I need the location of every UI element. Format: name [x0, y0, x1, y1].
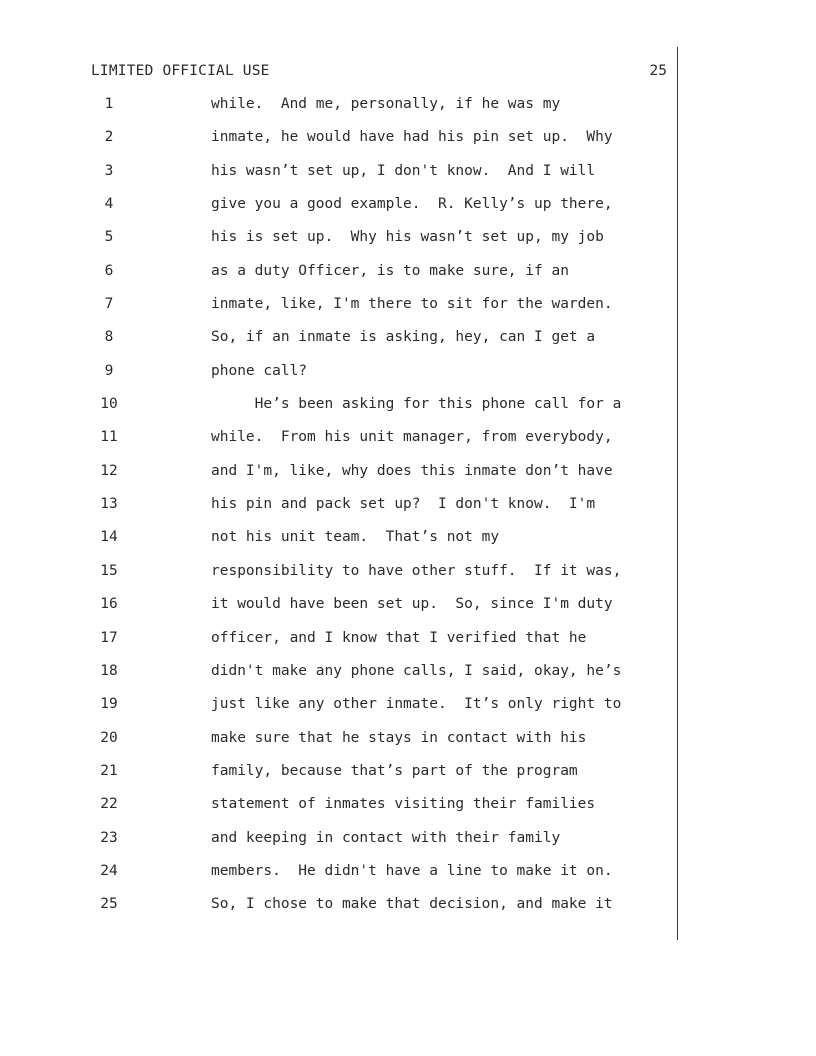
transcript-line	[0, 592, 700, 625]
transcript-line	[0, 559, 700, 592]
line-text: officer, and I know that I verified that he	[211, 629, 587, 646]
line-text: family, because that’s part of the program	[211, 762, 578, 779]
transcript-line	[0, 626, 700, 659]
line-number: 20	[100, 729, 118, 746]
line-text: So, I chose to make that decision, and make it	[211, 896, 613, 913]
line-number: 9	[104, 362, 114, 379]
transcript-line	[0, 125, 700, 158]
transcript-body	[0, 92, 700, 926]
line-number: 4	[104, 196, 114, 213]
transcript-line	[0, 792, 700, 825]
line-number: 2	[104, 129, 114, 146]
line-number: 5	[104, 229, 114, 246]
transcript-line	[0, 92, 700, 125]
transcript-line	[0, 692, 700, 725]
page-header	[91, 61, 667, 81]
line-text: as a duty Officer, is to make sure, if an	[211, 262, 569, 279]
transcript-line	[0, 259, 700, 292]
line-number: 24	[100, 862, 118, 879]
page-number: 25	[649, 63, 667, 79]
line-number: 6	[104, 262, 114, 279]
line-text: give you a good example. R. Kelly’s up there,	[211, 196, 613, 213]
line-text: his pin and pack set up? I don't know. I'm	[211, 496, 596, 513]
line-text: phone call?	[211, 362, 308, 379]
transcript-line	[0, 359, 700, 392]
line-text: statement of inmates visiting their families	[211, 796, 596, 813]
transcript-line	[0, 159, 700, 192]
transcript-line	[0, 659, 700, 692]
transcript-line	[0, 892, 700, 925]
line-text: inmate, he would have had his pin set up. Why	[211, 129, 613, 146]
line-number: 8	[104, 329, 114, 346]
transcript-line	[0, 425, 700, 458]
line-text: inmate, like, I'm there to sit for the warden.	[211, 296, 613, 313]
line-text: He’s been asking for this phone call for a	[211, 396, 622, 413]
transcript-line	[0, 225, 700, 258]
transcript-line	[0, 292, 700, 325]
line-text: members. He didn't have a line to make it on.	[211, 862, 613, 879]
transcript-line	[0, 492, 700, 525]
line-number: 7	[104, 296, 114, 313]
line-number: 23	[100, 829, 118, 846]
line-text: just like any other inmate. It’s only right to	[211, 696, 622, 713]
line-number: 1	[104, 96, 114, 112]
line-text: So, if an inmate is asking, hey, can I get a	[211, 329, 596, 346]
line-number: 18	[100, 662, 118, 679]
transcript-line	[0, 859, 700, 892]
transcript-line	[0, 759, 700, 792]
transcript-line	[0, 826, 700, 859]
line-text: responsibility to have other stuff. If it was,	[211, 562, 622, 579]
line-text: it would have been set up. So, since I'm duty	[211, 596, 613, 613]
line-number: 17	[100, 629, 118, 646]
line-text: and I'm, like, why does this inmate don’t have	[211, 462, 613, 479]
line-text: and keeping in contact with their family	[211, 829, 561, 846]
line-text: his wasn’t set up, I don't know. And I will	[211, 162, 596, 179]
line-number: 11	[100, 429, 118, 446]
line-text: make sure that he stays in contact with his	[211, 729, 587, 746]
line-number: 21	[100, 762, 118, 779]
line-number: 10	[100, 396, 118, 413]
line-number: 14	[100, 529, 118, 546]
line-text: his is set up. Why his wasn’t set up, my job	[211, 229, 604, 246]
transcript-line	[0, 392, 700, 425]
line-number: 22	[100, 796, 118, 813]
transcript-line	[0, 459, 700, 492]
transcript-line	[0, 192, 700, 225]
line-number: 3	[104, 162, 114, 179]
line-text: didn't make any phone calls, I said, okay, he’s	[211, 662, 622, 679]
line-text: not his unit team. That’s not my	[211, 529, 500, 546]
transcript-line	[0, 325, 700, 358]
line-number: 12	[100, 462, 118, 479]
line-number: 15	[100, 562, 118, 579]
classification-label: LIMITED OFFICIAL USE	[91, 63, 270, 79]
transcript-line	[0, 525, 700, 558]
transcript-line	[0, 726, 700, 759]
line-number: 25	[100, 896, 118, 913]
line-text: while. And me, personally, if he was my	[211, 96, 561, 112]
line-number: 13	[100, 496, 118, 513]
line-number: 16	[100, 596, 118, 613]
line-number: 19	[100, 696, 118, 713]
line-text: while. From his unit manager, from everybody,	[211, 429, 613, 446]
